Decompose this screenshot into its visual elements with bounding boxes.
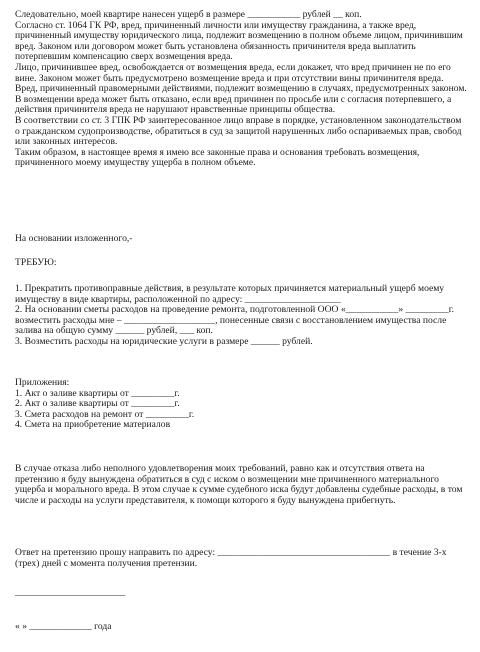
fault-exemption-paragraph: Лицо, причинившее вред, освобождается от возмещения вреда, если докажет, что вред причинен не по его вине. Законом может быть предусмотрено возмещение вреда и при отсутствии вины причинителя вреда. (15, 61, 451, 84)
attachment-item-4: 4. Смета на приобретение материалов (15, 419, 171, 431)
demands-list (15, 284, 467, 348)
lawful-actions-paragraph: Вред, причиненный правомерными действиями, подлежит возмещению в случаях, предусмотренных законом. (15, 83, 467, 95)
demand-item-3: 3. Возместить расходы на юридические услуги в размере ______ рублей. (15, 335, 313, 347)
date-line: « » _____________ года (15, 621, 112, 632)
demand-item-2: 2. На основании сметы расходов на проведение ремонта, подготовленной ООО «___________» _________г. возместить расходы мне – ___________________, понесенные связи с восстановлением имущества после залива на общую сумму ______ рублей, ___ коп. (15, 304, 455, 337)
demand-item-1: 1. Прекратить противоправные действия, в результате которых причиняется материальный ущерб моему имуществу в виде квартиры, расположенной по адресу: ____________________ (15, 283, 445, 305)
article-1064-paragraph: Согласно ст. 1064 ГК РФ, вред, причиненный личности или имуществу гражданина, а также вред, причиненный имуществу юридического лица, подлежит возмещению в полном объеме лицом, причинившим вред. Законом или договором может быть установлена обязанность причинителя вреда выплатить потерпевшим компенсацию сверх возмещения вреда. (15, 19, 463, 63)
demand-heading: ТРЕБУЮ: (15, 257, 57, 268)
attachment-item-3: 3. Смета расходов на ремонт от _________г. (15, 408, 195, 420)
damage-amount-paragraph: Следовательно, моей квартире нанесен ущерб в размере ___________ рублей __ коп. (15, 9, 362, 20)
refusal-grounds-paragraph: В возмещении вреда может быть отказано, если вред причинен по просьбе или с согласия потерпевшего, а действия причинителя вреда не нарушают нравственные принципы общества. (15, 93, 452, 116)
conclusion-paragraph: Таким образом, в настоящее время я имею все законные права и основания требовать возмещения, причиненного моему имуществу ущерба в полном объеме. (15, 146, 420, 169)
attachment-item-1: 1. Акт о заливе квартиры от _________г. (15, 387, 180, 399)
basis-line: На основании изложенного,- (15, 233, 133, 244)
attachments-heading: Приложения: (15, 377, 70, 388)
claim-body (15, 10, 467, 169)
article-3-paragraph: В соответствии со ст. 3 ГПК РФ заинтересованное лицо вправе в порядке, установленном законодательством о гражданском судопроизводстве, обратиться в суд за защитой нарушенных либо оспариваемых прав, свобод или законных интересов. (15, 114, 462, 148)
signature-line: _______________________ (15, 587, 126, 598)
attachments (15, 378, 467, 431)
response-paragraph: Ответ на претензию прошу направить по адресу: ____________________________________ в течение 3-х (трех) дней с момента получения претензии. (15, 547, 447, 569)
attachment-item-2: 2. Акт о заливе квартиры от _________г. (15, 398, 180, 410)
refusal-paragraph: В случае отказа либо неполного удовлетворения моих требований, равно как и отсутствия ответа на претензию я буду вынуждена обратиться в суд с иском о возмещении мне причиненного материального ущерба и морального вреда. В этом случае к сумме судебного иска будут добавлены судебные расходы, в том числе и расходы на услуги представителя, к помощи которого я буду вынуждена прибегнуть. (15, 463, 463, 506)
